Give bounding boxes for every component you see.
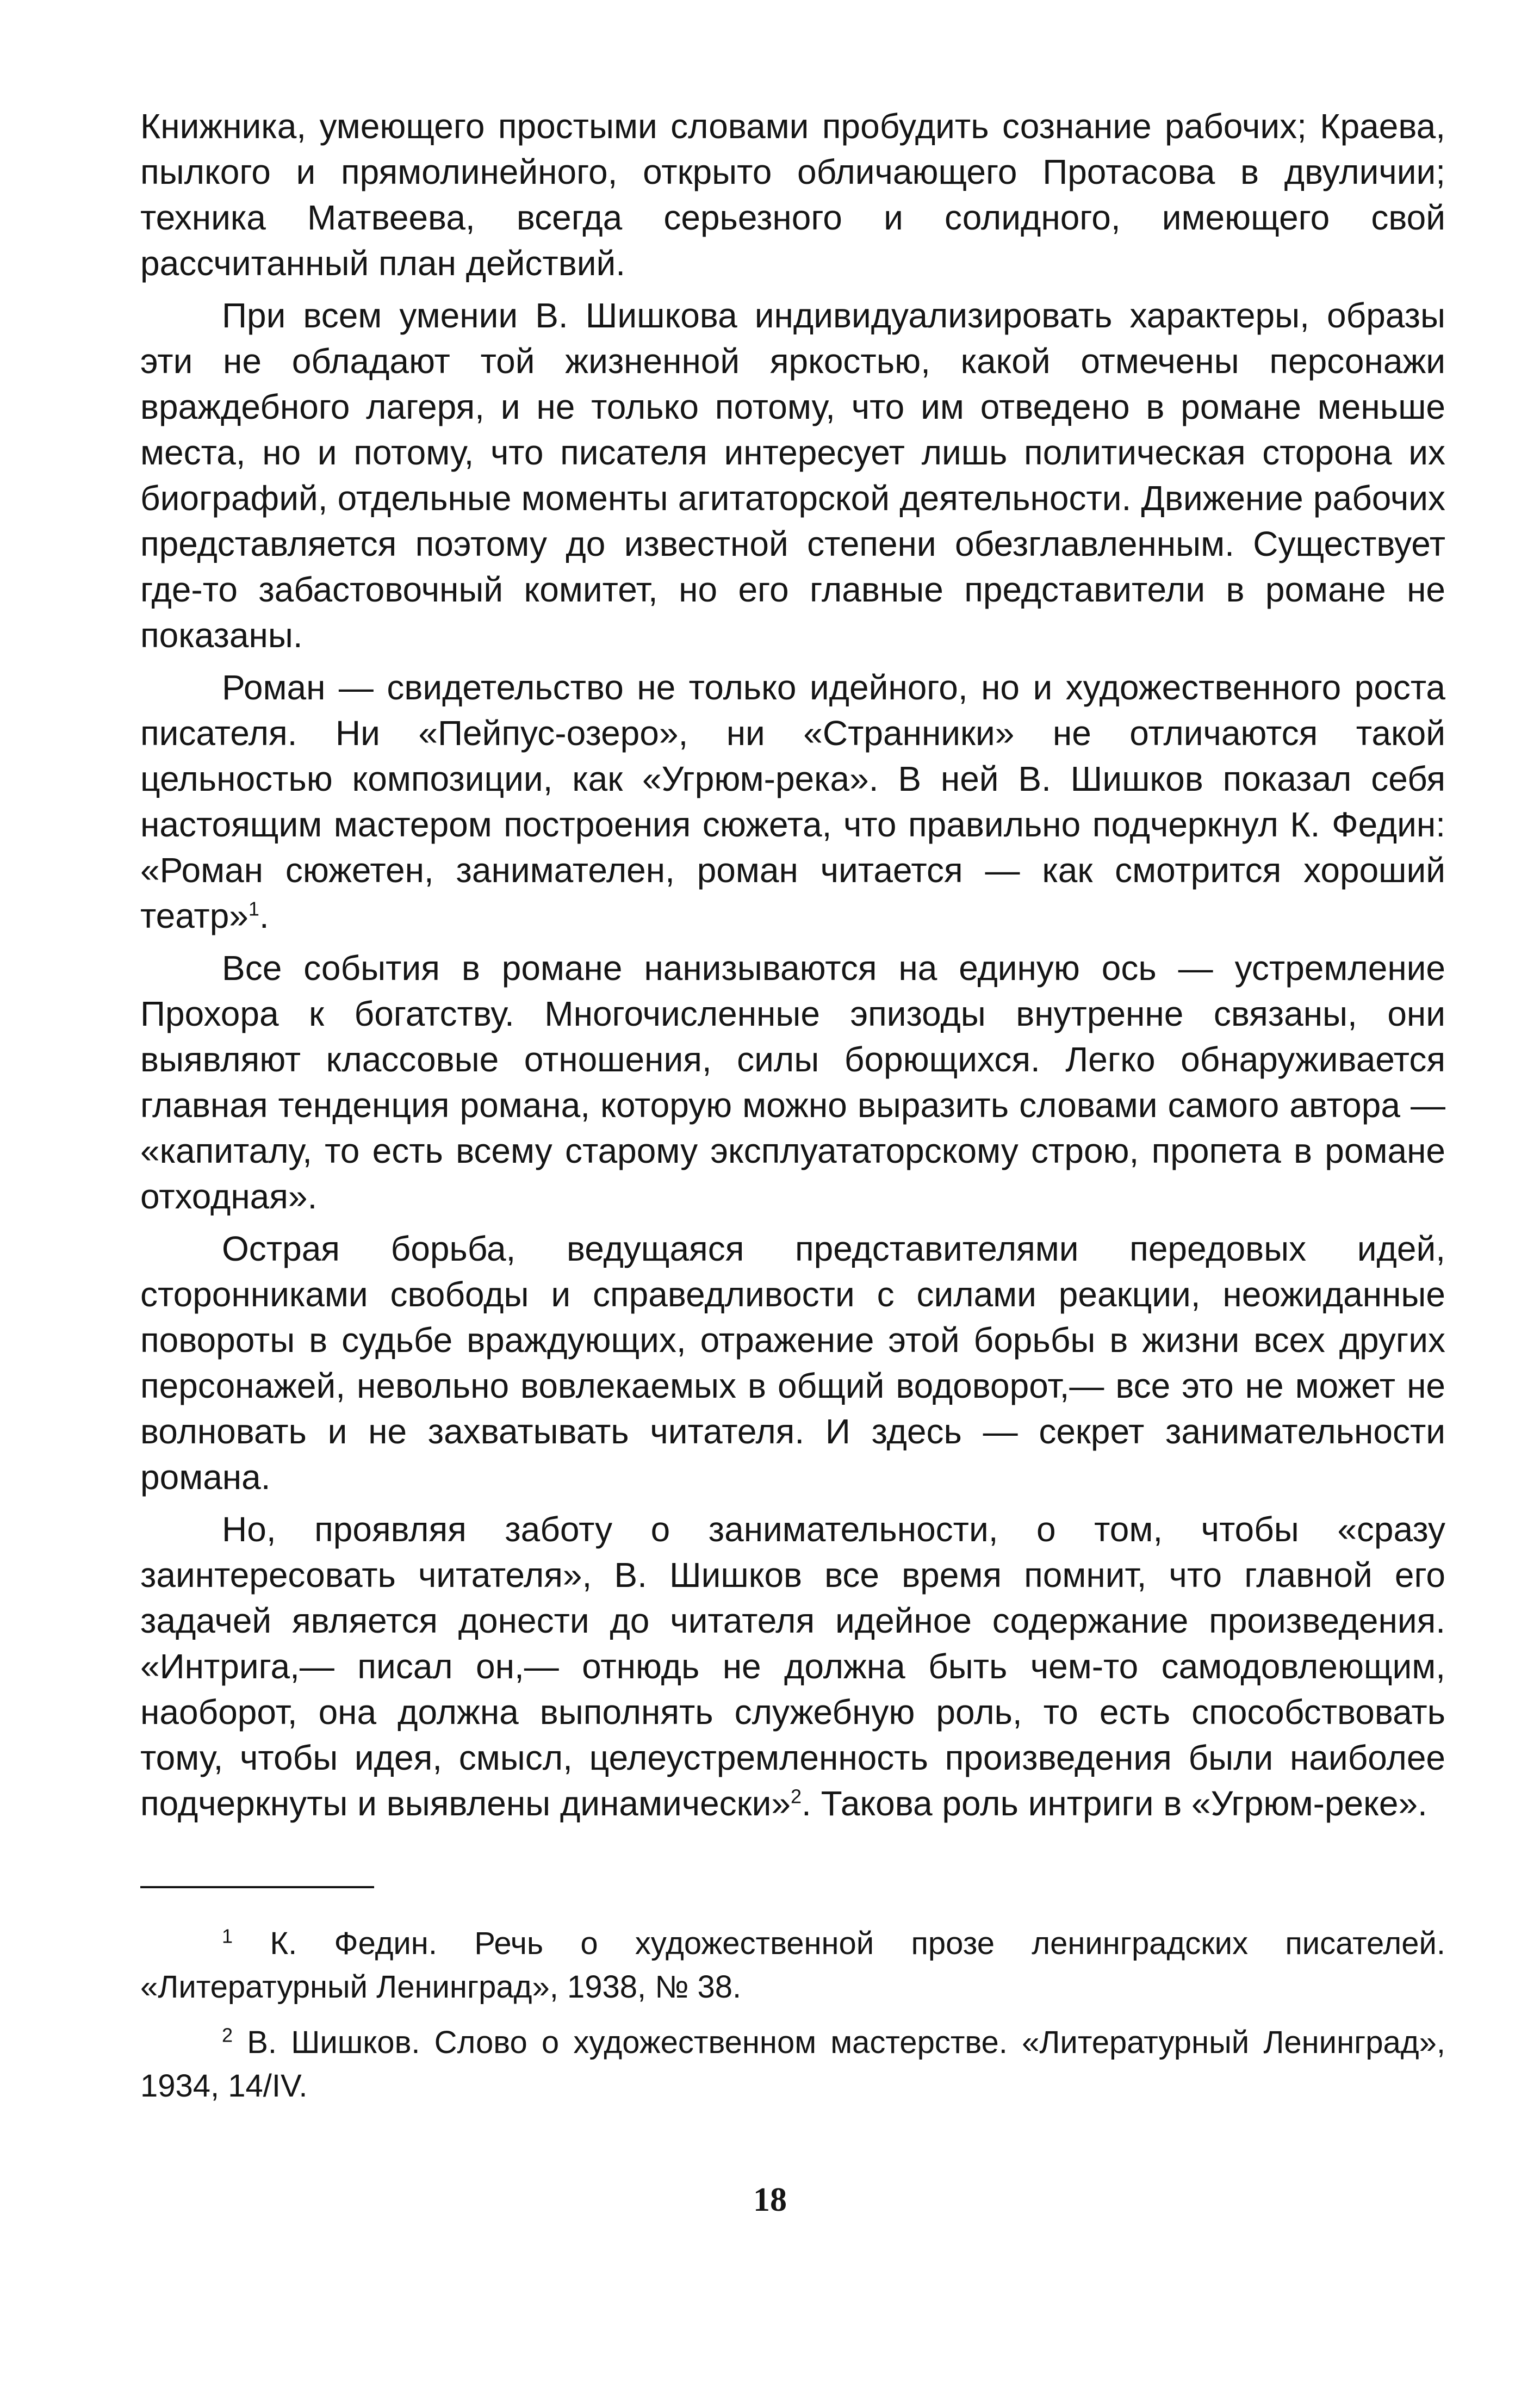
footnote-ref: 2 (791, 1785, 802, 1808)
paragraph (140, 1506, 1445, 1826)
paragraph-text-end: . (259, 896, 269, 935)
footnote-mark: 1 (222, 1925, 233, 1948)
paragraph-text: Но, проявляя заботу о занимательности, о том, чтобы «сразу заинтересовать читателя», В. Шишков все время помнит, что главной его задачей является донести до читателя идейное содержание произведения. «Интрига,— писал он,— отнюдь не должна быть чем-то самодовлеющим, наоборот, она должна выполнять служебную роль, то есть способствовать тому, чтобы идея, смысл, целеустремленность произведения были наиболее подчеркнуты и выявлены динамически» (140, 1510, 1445, 1823)
paragraph (140, 293, 1445, 658)
paragraph (140, 665, 1445, 939)
footnote-text: В. Шишков. Слово о художественном мастерстве. «Литературный Ленинград», 1934, 14/IV. (140, 2025, 1445, 2104)
page-number: 18 (753, 2181, 787, 2218)
paragraph (140, 945, 1445, 1219)
page (140, 103, 1445, 2120)
paragraph-text: При всем умении В. Шишкова индивидуализировать характеры, образы эти не обладают той жизненной яркостью, какой отмечены персонажи враждебного лагеря, и не только потому, что им отведено в романе меньше места, но и потому, что писателя интересует лишь политическая сторона их биографий, отдельные моменты агитаторской деятельности. Движение рабочих представляется поэтому до известной степени обезглавленным. Существует где-то забастовочный комитет, но его главные представители в романе не показаны. (140, 296, 1445, 655)
paragraph-text: Все события в романе нанизываются на единую ось — устремление Прохора к богатству. Многочисленные эпизоды внутренне связаны, они выявляют классовые отношения, силы борющихся. Легко обнаруживается главная тенденция романа, которую можно выразить словами самого автора — «капиталу, то есть всему старому эксплуататорскому строю, пропета в романе отходная». (140, 948, 1445, 1216)
footnote-divider (140, 1886, 374, 1888)
footnote-text: К. Федин. Речь о художественной прозе ленинградских писателей. «Литературный Ленинград», 1938, № 38. (140, 1926, 1445, 2005)
paragraph-text: Книжника, умеющего простыми словами пробудить сознание рабочих; Краева, пылкого и прямолинейного, открыто обличающего Протасова в двуличии; техника Матвеева, всегда серьезного и солидного, имеющего свой рассчитанный план действий. (140, 107, 1445, 283)
paragraph (140, 1226, 1445, 1500)
body-text (140, 103, 1445, 1826)
paragraph-text: Острая борьба, ведущаяся представителями передовых идей, сторонниками свободы и справедливости с силами реакции, неожиданные повороты в судьбе враждующих, отражение этой борьбы в жизни всех других персонажей, невольно вовлекаемых в общий водоворот,— все это не может не волновать и не захватывать читателя. И здесь — секрет занимательности романа. (140, 1229, 1445, 1497)
paragraph-text-end: . Такова роль интриги в «Угрюм-реке». (802, 1784, 1427, 1823)
footnote (140, 2021, 1445, 2108)
footnote-ref: 1 (248, 897, 259, 920)
footnotes (140, 1922, 1445, 2108)
footnote (140, 1922, 1445, 2009)
footnote-mark: 2 (222, 2024, 233, 2046)
paragraph (140, 103, 1445, 286)
paragraph-text: Роман — свидетельство не только идейного, но и художественного роста писателя. Ни «Пейпус-озеро», ни «Странники» не отличаются такой цельностью композиции, как «Угрюм-река». В ней В. Шишков показал себя настоящим мастером построения сюжета, что правильно подчеркнул К. Федин: «Роман сюжетен, занимателен, роман читается — как смотрится хороший театр» (140, 668, 1445, 935)
